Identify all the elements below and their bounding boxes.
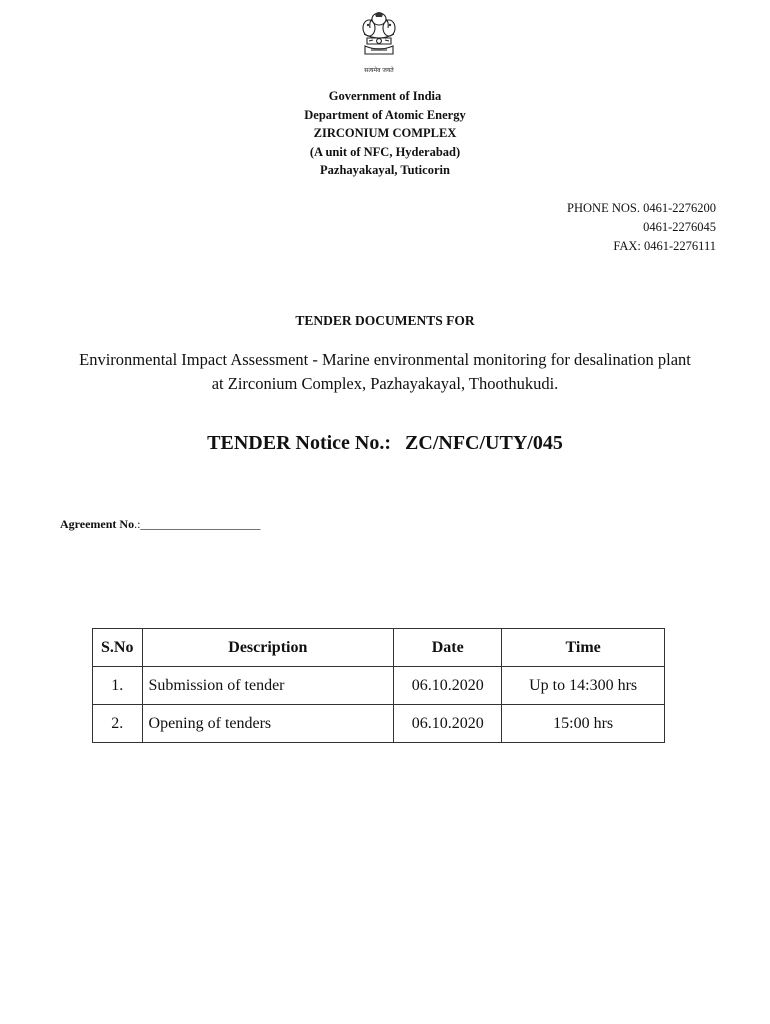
row-description: Submission of tender — [142, 667, 394, 705]
agreement-label: Agreement No — [60, 517, 135, 531]
agreement-blank: .:____________________ — [134, 517, 261, 531]
org-line-complex: ZIRCONIUM COMPLEX — [313, 126, 457, 140]
row-sno: 1. — [93, 667, 143, 705]
org-line-location: Pazhayakayal, Tuticorin — [320, 163, 450, 177]
subject-line-2: at Zirconium Complex, Pazhayakayal, Thoothukudi. — [211, 374, 559, 393]
row-time: 15:00 hrs — [502, 705, 665, 743]
phone-line-2: 0461-2276045 — [643, 220, 716, 234]
table-row — [93, 667, 665, 705]
org-line-department: Department of Atomic Energy — [304, 107, 466, 122]
header-sno: S.No — [93, 629, 143, 667]
organization-header — [0, 87, 770, 180]
phone-line-1: PHONE NOS. 0461-2276200 — [567, 201, 716, 215]
tender-notice — [0, 432, 770, 455]
row-date: 06.10.2020 — [394, 705, 502, 743]
tender-documents-heading: TENDER DOCUMENTS FOR — [295, 313, 475, 328]
emblem-motto: सत्यमेव जयते — [364, 67, 394, 74]
header-date: Date — [394, 629, 502, 667]
org-line-government: Government of India — [328, 89, 442, 103]
row-time: Up to 14:300 hrs — [502, 667, 665, 705]
table-header-row — [93, 629, 665, 667]
org-line-unit: (A unit of NFC, Hyderabad) — [309, 144, 461, 159]
national-emblem-icon — [355, 8, 403, 78]
row-sno: 2. — [93, 705, 143, 743]
row-date: 06.10.2020 — [394, 667, 502, 705]
fax-line: FAX: 0461-2276111 — [613, 239, 716, 253]
agreement-field — [60, 517, 260, 532]
notice-number: ZC/NFC/UTY/045 — [405, 432, 563, 454]
header-time: Time — [502, 629, 665, 667]
header-description: Description — [142, 629, 394, 667]
notice-label: TENDER Notice No.: — [207, 432, 392, 454]
schedule-table — [92, 628, 665, 743]
table-row — [93, 705, 665, 743]
row-description: Opening of tenders — [142, 705, 394, 743]
subject-line-1: Environmental Impact Assessment - Marine environmental monitoring for desalination plant — [79, 350, 691, 369]
contact-block — [567, 199, 716, 256]
tender-subject — [40, 348, 730, 396]
